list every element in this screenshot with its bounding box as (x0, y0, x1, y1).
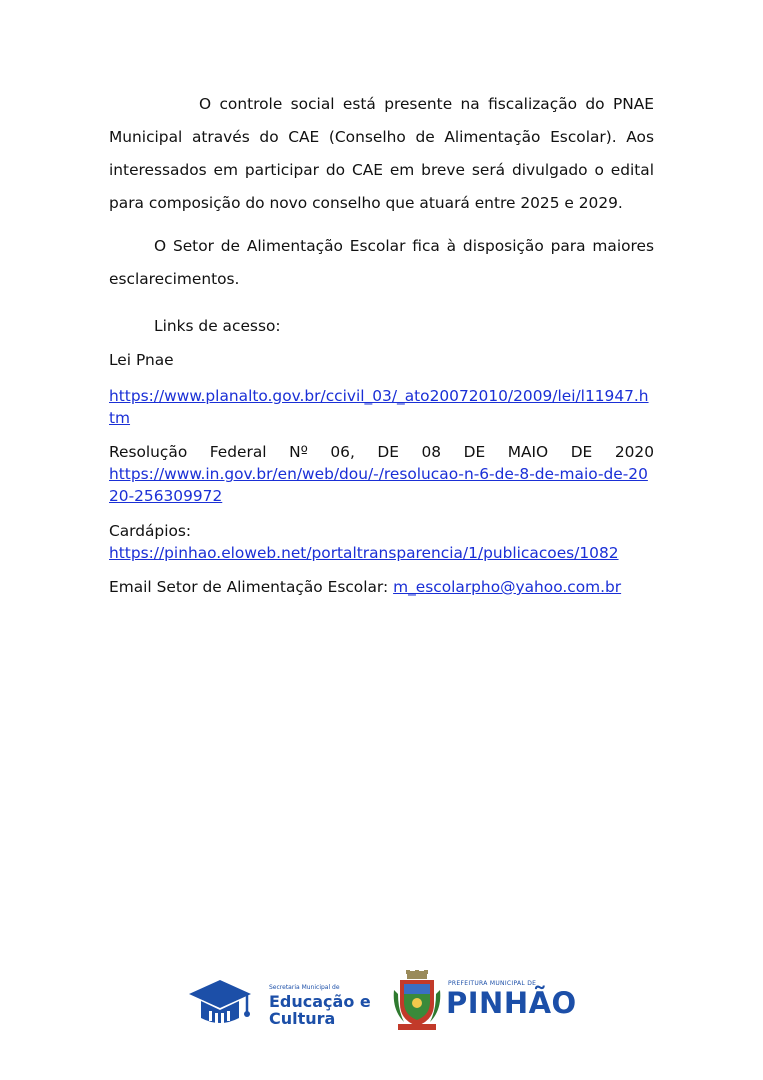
municipal-crest-icon (392, 970, 442, 1032)
links-heading-text: Links de acesso: (154, 317, 281, 335)
prefeitura-pinhao-logo (392, 968, 582, 1034)
resolucao-link[interactable]: https://www.in.gov.br/en/web/dou/-/resolucao-n-6-de-8-de-maio-de-2020-256309972 (109, 465, 648, 505)
lei-pnae-link[interactable]: https://www.planalto.gov.br/ccivil_03/_ato20072010/2009/lei/l11947.htm (109, 387, 649, 427)
email-block (109, 576, 654, 598)
resolucao-label: Resolução Federal Nº 06, DE 08 DE MAIO DE 2020 (109, 443, 654, 461)
cardapios-label: Cardápios: (109, 522, 192, 540)
prefeitura-small-text: PREFEITURA MUNICIPAL DE (448, 980, 537, 987)
paragraph-setor (109, 230, 654, 296)
paragraph-2: O Setor de Alimentação Escolar fica à disposição para maiores esclarecimentos. (109, 237, 654, 288)
cardapios-link[interactable]: https://pinhao.eloweb.net/portaltransparencia/1/publicacoes/1082 (109, 544, 619, 562)
paragraph-controle-social (109, 88, 654, 220)
lei-link-block (109, 385, 654, 429)
pinhao-title: PINHÃO (446, 986, 577, 1020)
educacao-cultura-title (269, 993, 371, 1027)
cultura-line: Cultura (269, 1009, 336, 1028)
links-heading (109, 310, 654, 343)
educacao-cultura-logo (189, 974, 374, 1034)
lei-label (109, 344, 654, 377)
secretaria-small-text: Secretaria Municipal de (269, 984, 340, 991)
educacao-line: Educação e (269, 992, 371, 1011)
cardapios-block (109, 520, 654, 564)
email-link[interactable]: m_escolarpho@yahoo.com.br (393, 578, 622, 596)
lei-label-text: Lei Pnae (109, 351, 174, 369)
graduation-cap-icon (189, 974, 261, 1032)
footer (0, 968, 763, 1038)
resolucao-block (109, 441, 654, 507)
paragraph-1: O controle social está presente na fiscalização do PNAE Municipal através do CAE (Conselho de Alimentação Escolar). Aos interessados em participar do CAE em breve será divulgado o edital para composição do novo conselho que atuará entre 2025 e 2029. (109, 95, 654, 212)
email-label: Email Setor de Alimentação Escolar: (109, 578, 389, 596)
